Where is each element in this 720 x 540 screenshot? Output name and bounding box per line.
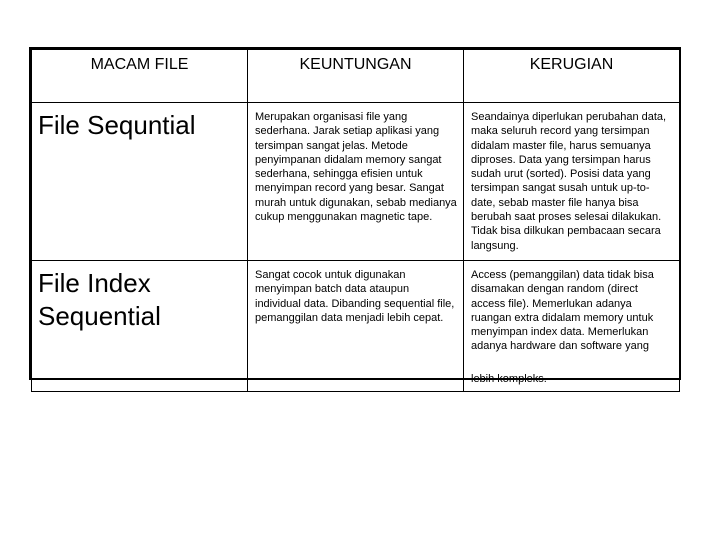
comparison-table-container <box>29 47 681 385</box>
kerugian-cell <box>464 261 680 392</box>
file-type-cell: File Sequntial <box>32 103 248 261</box>
header-kerugian: KERUGIAN <box>464 50 680 103</box>
keuntungan-cell <box>248 103 464 261</box>
kerugian-text: Access (pemanggilan) data tidak bisa disamakan dengan random (direct access file). Memerlukan adanya ruangan extra didalam memory untuk menyimpan index data. Memerlukan adanya hardware dan software yang <box>471 269 654 353</box>
keuntungan-cell <box>248 261 464 392</box>
table-row <box>32 261 680 392</box>
table-row <box>32 103 680 261</box>
kerugian-text-continued: lebih kompleks. <box>471 372 547 385</box>
file-type-cell: File Index Sequential <box>32 261 248 392</box>
header-keuntungan: KEUNTUNGAN <box>248 50 464 103</box>
kerugian-text: Seandainya diperlukan perubahan data, maka seluruh record yang tersimpan didalam master file, harus semuanya diproses. Data yang tersimpan harus sudah urut (sorted). Posisi data yang tersimpan sangat susah untuk up-to-date, sebab master file hanya bisa berubah saat proses selesai dilakukan. Tidak bisa dilkukan pembacaan secara langsung. <box>471 111 667 252</box>
header-macam-file: MACAM FILE <box>32 50 248 103</box>
keuntungan-text: Merupakan organisasi file yang sederhana. Jarak setiap aplikasi yang tersimpan sangat jelas. Metode penyimpanan didalam memory sangat sederhana, sehingga efisien untuk menyimpan record yang besar. Sangat murah untuk digunakan, sebab medianya cukup menggunakan magnetic tape. <box>255 111 457 224</box>
table-header-row <box>32 50 680 103</box>
file-type-comparison-table <box>31 49 680 392</box>
keuntungan-text: Sangat cocok untuk digunakan menyimpan batch data ataupun individual data. Dibanding sequential file, pemanggilan data menjadi lebih cepat. <box>255 269 455 324</box>
kerugian-cell <box>464 103 680 261</box>
